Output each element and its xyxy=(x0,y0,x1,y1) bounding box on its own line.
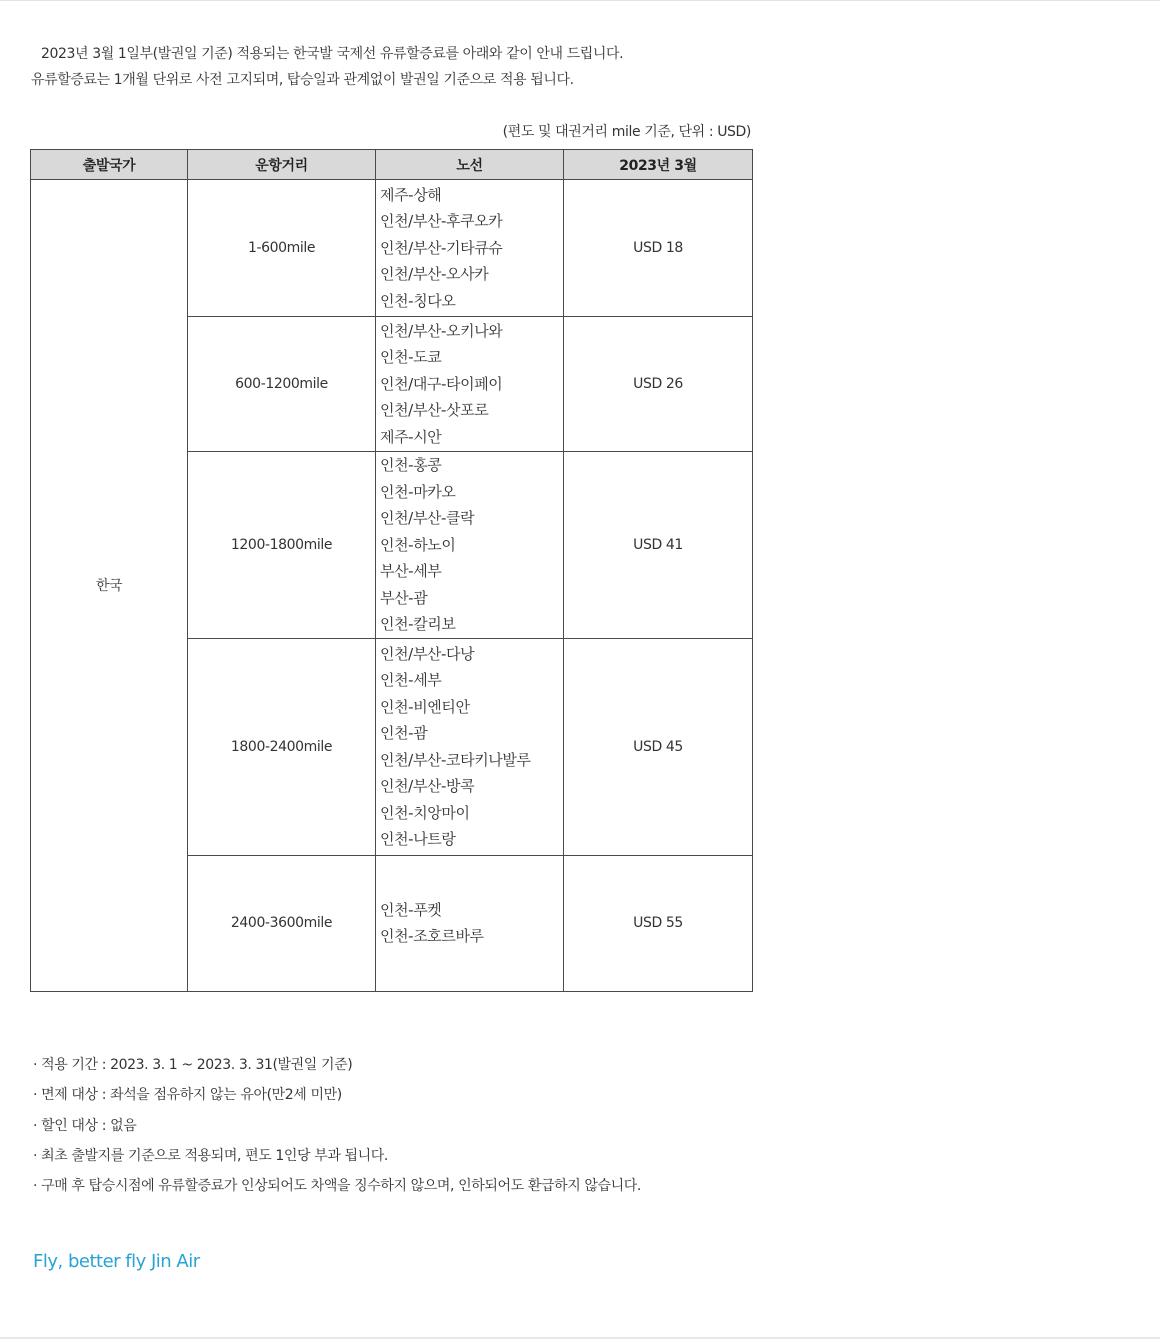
routes-cell xyxy=(376,317,564,452)
header-country: 출발국가 xyxy=(31,150,188,180)
note-refund: · 구매 후 탑승시점에 유류할증료가 인상되어도 차액을 징수하지 않으며, 인하되어도 환급하지 않습니다. xyxy=(33,1178,641,1195)
routes-cell xyxy=(376,855,564,991)
route-item: 인천-비엔티안 xyxy=(380,697,470,716)
note-origin: · 최초 출발지를 기준으로 적용되며, 편도 1인당 부과 됩니다. xyxy=(33,1147,388,1164)
distance-cell: 1200-1800mile xyxy=(188,452,376,639)
intro-line-1: 2023년 3월 1일부(발권일 기준) 적용되는 한국발 국제선 유류할증료를 아래와 같이 안내 드립니다. xyxy=(41,46,624,62)
distance-cell: 1-600mile xyxy=(188,180,376,317)
country-cell: 한국 xyxy=(31,180,188,992)
brand-slogan: Fly, better fly Jin Air xyxy=(33,1251,200,1272)
route-item: 인천-괌 xyxy=(380,724,428,742)
route-item: 인천-치앙마이 xyxy=(380,803,470,822)
route-item: 인천/대구-타이페이 xyxy=(380,374,503,393)
distance-cell: 2400-3600mile xyxy=(188,855,376,991)
header-month: 2023년 3월 xyxy=(564,150,753,180)
fee-cell: USD 41 xyxy=(564,452,753,639)
route-item: 인천/부산-코타키나발루 xyxy=(380,750,531,769)
route-item: 인천/부산-오사카 xyxy=(380,265,489,284)
route-item: 제주-시안 xyxy=(380,427,442,446)
header-routes: 노선 xyxy=(376,150,564,180)
route-item: 인천-세부 xyxy=(380,671,442,689)
routes-cell xyxy=(376,638,564,855)
fuel-surcharge-table xyxy=(30,149,753,992)
route-item: 부산-세부 xyxy=(380,562,442,580)
route-item: 인천/부산-방콕 xyxy=(380,777,475,795)
route-item: 인천-칭다오 xyxy=(380,291,456,310)
routes-cell xyxy=(376,452,564,639)
distance-cell: 600-1200mile xyxy=(188,317,376,452)
intro-line-2: 유류할증료는 1개월 단위로 사전 고지되며, 탑승일과 관계없이 발권일 기준으로 적용 됩니다. xyxy=(31,72,574,88)
routes-cell xyxy=(376,180,564,317)
route-item: 인천-마카오 xyxy=(380,482,456,501)
route-item: 인천/부산-후쿠오카 xyxy=(380,212,503,231)
note-period: · 적용 기간 : 2023. 3. 1 ~ 2023. 3. 31(발권일 기준) xyxy=(33,1057,353,1073)
route-item: 인천-조호르바루 xyxy=(380,927,484,945)
route-item: 제주-상해 xyxy=(380,185,442,204)
distance-cell: 1800-2400mile xyxy=(188,638,376,855)
route-item: 인천-나트랑 xyxy=(380,830,456,848)
route-item: 인천-푸켓 xyxy=(380,900,442,919)
fee-cell: USD 18 xyxy=(564,180,753,317)
route-item: 인천/부산-오키나와 xyxy=(380,321,503,340)
table-header-row xyxy=(31,150,753,180)
top-divider xyxy=(0,0,1160,1)
route-item: 인천-칼리보 xyxy=(380,615,456,633)
table-row xyxy=(31,180,753,317)
route-item: 인천/부산-기타큐슈 xyxy=(380,238,503,257)
route-item: 인천-도쿄 xyxy=(380,348,442,367)
fee-cell: USD 26 xyxy=(564,317,753,452)
fee-cell: USD 55 xyxy=(564,855,753,991)
unit-note: (편도 및 대권거리 mile 기준, 단위 : USD) xyxy=(502,124,751,140)
route-item: 인천-하노이 xyxy=(380,535,456,554)
route-item: 인천/부산-삿포로 xyxy=(380,401,489,420)
fee-cell: USD 45 xyxy=(564,638,753,855)
intro-text xyxy=(31,41,623,93)
route-item: 인천-홍콩 xyxy=(380,456,442,474)
route-item: 인천/부산-클락 xyxy=(380,509,475,527)
header-distance: 운항거리 xyxy=(188,150,376,180)
notes-list xyxy=(33,1050,641,1201)
note-exemption: · 면제 대상 : 좌석을 점유하지 않는 유아(만2세 미만) xyxy=(33,1087,342,1104)
route-item: 인천/부산-다낭 xyxy=(380,644,475,663)
note-discount: · 할인 대상 : 없음 xyxy=(33,1117,137,1134)
route-item: 부산-괌 xyxy=(380,588,428,607)
